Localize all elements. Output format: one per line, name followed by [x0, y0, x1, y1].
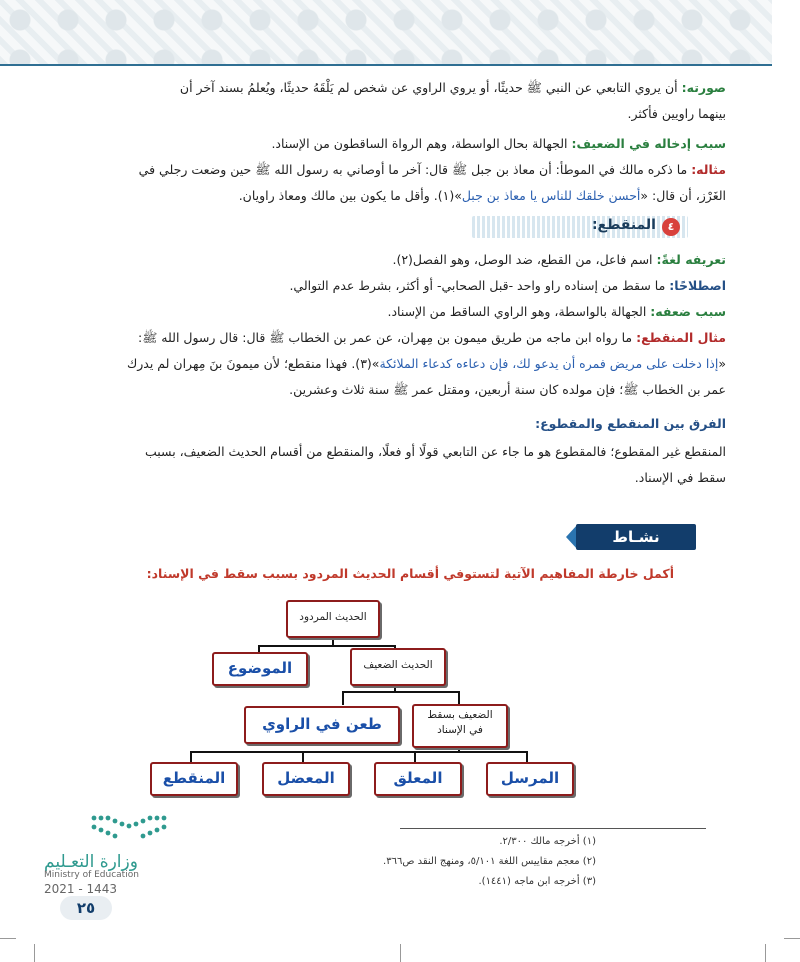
text-line-10: «إذا دخلت على مريض فمره أن يدعو لك، فإن دعاءه كدعاء الملائكة»(٣). فهذا منقطع؛ لأن ميمونَ بنَ مِهران لم يدرك: [126, 356, 726, 371]
section-title: المنقطع:: [591, 217, 656, 233]
footnote-3: (٣) أخرجه ابن ماجه (١٤٤١).: [478, 876, 596, 887]
node-weak-isnad: الضعيف بسقط في الإسناد: [412, 704, 508, 748]
node-munqati: المنقطع: [150, 762, 238, 796]
node-rejected-hadith: الحديث المردود: [286, 600, 380, 638]
text-line-12: المنقطع غير المقطوع؛ فالمقطوع هو ما جاء عن التابعي قولًا أو فعلًا، والمنقطع من أقسام الحديث الضعيف، بسبب: [145, 444, 726, 459]
page-number: ٢٥: [60, 896, 112, 920]
hadith-quote-1: أحسن خلقك للناس يا معاذ بن جبل: [461, 188, 641, 203]
crop-mark: [400, 944, 401, 962]
text-line-6: تعريفه لغةً: اسم فاعل، من القطع، ضد الوصل، وهو الفصل(٢).: [392, 252, 726, 267]
activity-label: نشـاط: [576, 524, 696, 550]
crop-mark: [765, 944, 766, 962]
node-mursal: المرسل: [486, 762, 574, 796]
ministry-name-ar: وزارة التعـليم: [44, 852, 138, 872]
text-line-5: الغَرْز، أن قال: «أحسن خلقك للناس يا معاذ بن جبل»(١). وأقل ما يكون بين مالك ومعاذ راويان.: [238, 188, 726, 203]
label-form: صورته:: [681, 80, 726, 95]
connector: [458, 691, 460, 705]
node-weak-hadith: الحديث الضعيف: [350, 648, 446, 686]
footnote-2: (٢) معجم مقاييس اللغة ٥/١٠١، ومنهج النقد ص٣٦٦.: [383, 856, 596, 867]
header-banner: [0, 0, 772, 66]
text-line-4: مثاله: ما ذكره مالك في الموطأ: أن معاذ بن جبل ﷺ قال: آخر ما أوصاني به رسول الله ﷺ حين وضعت رجلي في: [138, 162, 726, 177]
label-linguistic: تعريفه لغةً:: [656, 252, 726, 267]
connector: [342, 691, 344, 705]
text-line-7: اصطلاحًا: ما سقط من إسناده راو واحد -قبل الصحابي- أو أكثر، بشرط عدم التوالي.: [289, 278, 726, 293]
node-muallaq: المعلق: [374, 762, 462, 796]
header-banner-edge: [772, 0, 800, 64]
text-line-3: سبب إدخاله في الضعيف: الجهالة بحال الواسطة، وهم الرواة الساقطون من الإسناد.: [271, 136, 726, 151]
hadith-quote-2: إذا دخلت على مريض فمره أن يدعو لك، فإن دعاءه كدعاء الملائكة: [379, 356, 719, 371]
section-number: ٤: [662, 218, 680, 236]
section-heading: [472, 216, 688, 238]
crop-mark: [784, 938, 800, 939]
crop-mark: [34, 944, 35, 962]
text-line-9: مثال المنقطع: ما رواه ابن ماجه من طريق ميمون بن مِهران، عن عمر بن الخطاب ﷺ قال: قال رسول الله ﷺ:: [138, 330, 726, 345]
crop-mark: [0, 938, 16, 939]
text-line-13: سقط في الإسناد.: [634, 470, 726, 485]
text-line-1: صورته: أن يروي التابعي عن النبي ﷺ حديثًا، أو يروي الراوي عن شخص لم يَلْقَهُ حديثًا، ويُعلمُ بسند آخر أن: [179, 80, 726, 95]
label-weakness: سبب ضعفه:: [650, 304, 726, 319]
connector: [190, 751, 528, 753]
connector: [342, 691, 460, 693]
connector: [258, 645, 396, 647]
footnote-1: (١) أخرجه مالك ٢/٣٠٠.: [499, 836, 596, 847]
text-line-8: سبب ضعفه: الجهالة بالواسطة، وهو الراوي الساقط من الإسناد.: [387, 304, 726, 319]
node-fabricated: الموضوع: [212, 652, 308, 686]
label-munqati-example: مثال المنقطع:: [636, 330, 726, 345]
label-technical: اصطلاحًا:: [669, 278, 726, 293]
footnote-rule: [400, 828, 706, 829]
ministry-name-en: Ministry of Education: [44, 870, 139, 880]
activity-instruction: أكمل خارطة المفاهيم الآتية لتستوفي أقسام الحديث المردود بسبب سقط في الإسناد:: [146, 566, 674, 581]
diff-title: الفرق بين المنقطع والمقطوع:: [535, 416, 726, 431]
label-example: مثاله:: [691, 162, 726, 177]
text-line-11: عمر بن الخطاب ﷺ؛ فإن مولده كان سنة أربعين، ومقتل عمر ﷺ سنة ثلاث وعشرين.: [289, 382, 726, 397]
ministry-logo-icon: [90, 812, 170, 842]
label-reason: سبب إدخاله في الضعيف:: [571, 136, 726, 151]
edition-year: 2021 - 1443: [44, 882, 118, 896]
node-mudal: المعضل: [262, 762, 350, 796]
node-narrator-criticism: طعن في الراوي: [244, 706, 400, 744]
text-line-2: بينهما راويين فأكثر.: [627, 106, 726, 121]
